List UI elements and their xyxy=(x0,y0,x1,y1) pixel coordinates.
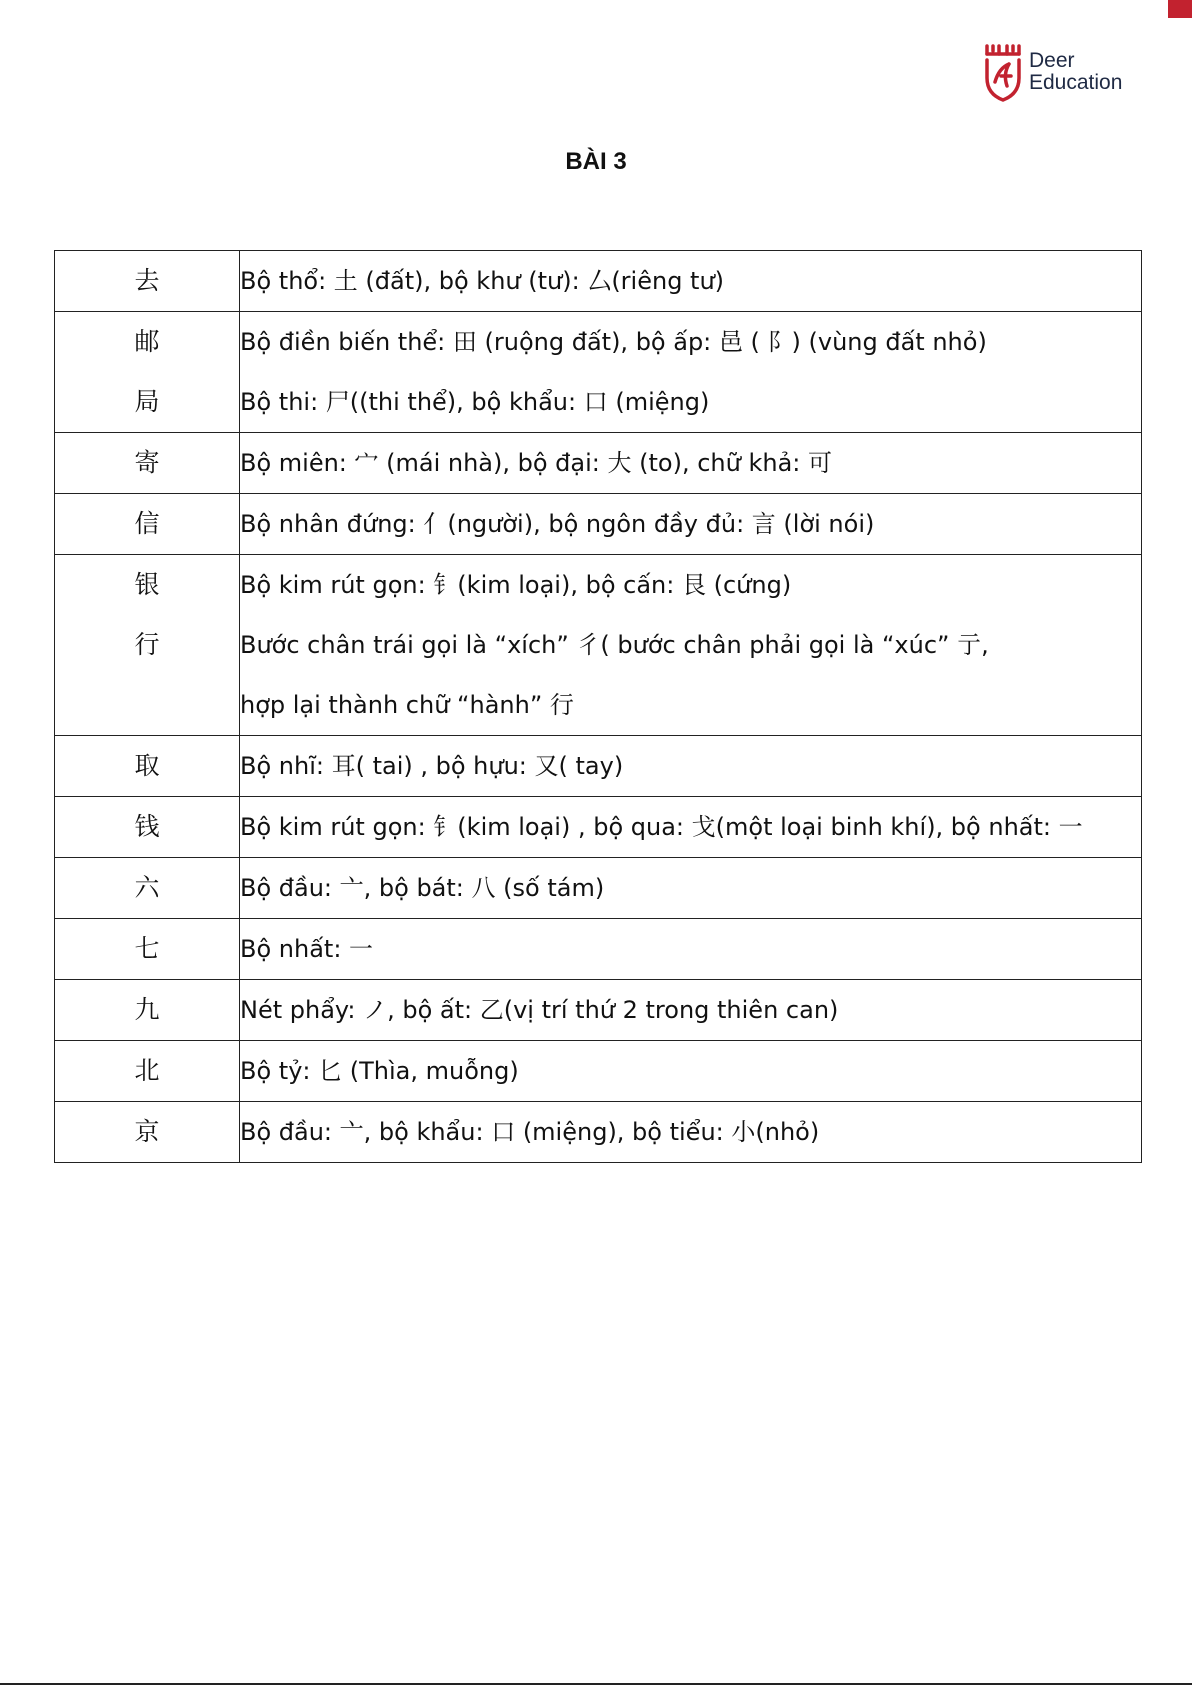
explanation-cell xyxy=(240,736,1142,797)
character-cell xyxy=(55,555,240,736)
hanzi-character: 信 xyxy=(134,509,160,538)
explanation-cell xyxy=(240,494,1142,555)
explanation-cell xyxy=(240,858,1142,919)
explanation-line: Bộ đầu: 亠, bộ bát: 八 (số tám) xyxy=(240,874,605,902)
character-cell xyxy=(55,251,240,312)
explanation-line: Bộ đầu: 亠, bộ khẩu: 口 (miệng), bộ tiểu: 小(nhỏ) xyxy=(240,1118,820,1146)
hanzi-character: 钱 xyxy=(134,812,160,841)
explanation-cell xyxy=(240,1041,1142,1102)
explanation-line: Bộ nhất: 一 xyxy=(240,935,374,963)
explanation-line: Bộ tỷ: 匕 (Thìa, muỗng) xyxy=(240,1057,519,1085)
hanzi-character: 行 xyxy=(134,630,160,659)
character-cell xyxy=(55,433,240,494)
explanation-cell xyxy=(240,1102,1142,1163)
hanzi-character: 七 xyxy=(134,934,160,963)
explanation-line: Bộ thi: 尸((thi thể), bộ khẩu: 口 (miệng) xyxy=(240,388,710,416)
explanation-line: Nét phẩy: ノ, bộ ất: 乙(vị trí thứ 2 trong thiên can) xyxy=(240,996,839,1024)
character-cell xyxy=(55,1102,240,1163)
character-cell xyxy=(55,736,240,797)
table-row xyxy=(55,919,1142,980)
deer-crest-icon xyxy=(983,42,1023,102)
hanzi-character: 九 xyxy=(134,995,160,1024)
table-row xyxy=(55,312,1142,433)
table-row xyxy=(55,251,1142,312)
explanation-line: Bộ nhĩ: 耳( tai) , bộ hựu: 又( tay) xyxy=(240,752,624,780)
hanzi-character: 去 xyxy=(134,266,160,295)
explanation-cell xyxy=(240,555,1142,736)
hanzi-character: 邮 xyxy=(134,327,160,356)
explanation-cell xyxy=(240,797,1142,858)
explanation-line: Bước chân trái gọi là “xích” 彳( bước chân phải gọi là “xúc” 亍, xyxy=(240,631,989,659)
hanzi-character: 六 xyxy=(134,873,160,902)
table-row xyxy=(55,494,1142,555)
table-row xyxy=(55,555,1142,736)
character-cell xyxy=(55,494,240,555)
explanation-line: Bộ điền biến thể: 田 (ruộng đất), bộ ấp: 邑 ( 阝) (vùng đất nhỏ) xyxy=(240,328,987,356)
explanation-cell xyxy=(240,980,1142,1041)
explanation-line: Bộ kim rút gọn: 钅(kim loại), bộ cấn: 艮 (cứng) xyxy=(240,571,792,599)
table-row xyxy=(55,797,1142,858)
hanzi-character: 银 xyxy=(134,570,160,599)
table-row xyxy=(55,858,1142,919)
hanzi-character: 局 xyxy=(134,387,160,416)
explanation-line: hợp lại thành chữ “hành” 行 xyxy=(240,691,574,719)
explanation-cell xyxy=(240,919,1142,980)
explanation-line: Bộ kim rút gọn: 钅(kim loại) , bộ qua: 戈(một loại binh khí), bộ nhất: 一 xyxy=(240,813,1083,841)
table-row xyxy=(55,1102,1142,1163)
explanation-cell xyxy=(240,251,1142,312)
table-row xyxy=(55,433,1142,494)
table-row xyxy=(55,980,1142,1041)
explanation-line: Bộ thổ: 土 (đất), bộ khư (tư): 厶(riêng tư) xyxy=(240,267,725,295)
radical-table xyxy=(54,250,1142,1163)
table-row xyxy=(55,736,1142,797)
explanation-cell xyxy=(240,433,1142,494)
character-cell xyxy=(55,312,240,433)
radical-table-body xyxy=(55,251,1142,1163)
character-cell xyxy=(55,919,240,980)
character-cell xyxy=(55,1041,240,1102)
deer-education-logo xyxy=(983,42,1122,102)
hanzi-character: 北 xyxy=(134,1056,160,1085)
character-cell xyxy=(55,858,240,919)
logo-line-2: Education xyxy=(1029,71,1123,94)
logo-line-1: Deer xyxy=(1029,49,1075,72)
hanzi-character: 京 xyxy=(134,1117,160,1146)
table-row xyxy=(55,1041,1142,1102)
corner-accent xyxy=(1168,0,1192,18)
logo-wordmark xyxy=(1029,50,1122,94)
character-cell xyxy=(55,980,240,1041)
character-cell xyxy=(55,797,240,858)
hanzi-character: 取 xyxy=(134,751,160,780)
explanation-cell xyxy=(240,312,1142,433)
explanation-line: Bộ nhân đứng: 亻(người), bộ ngôn đầy đủ: 言 (lời nói) xyxy=(240,510,875,538)
page-title: BÀI 3 xyxy=(565,148,627,175)
hanzi-character: 寄 xyxy=(134,448,160,477)
explanation-line: Bộ miên: 宀 (mái nhà), bộ đại: 大 (to), chữ khả: 可 xyxy=(240,449,832,477)
